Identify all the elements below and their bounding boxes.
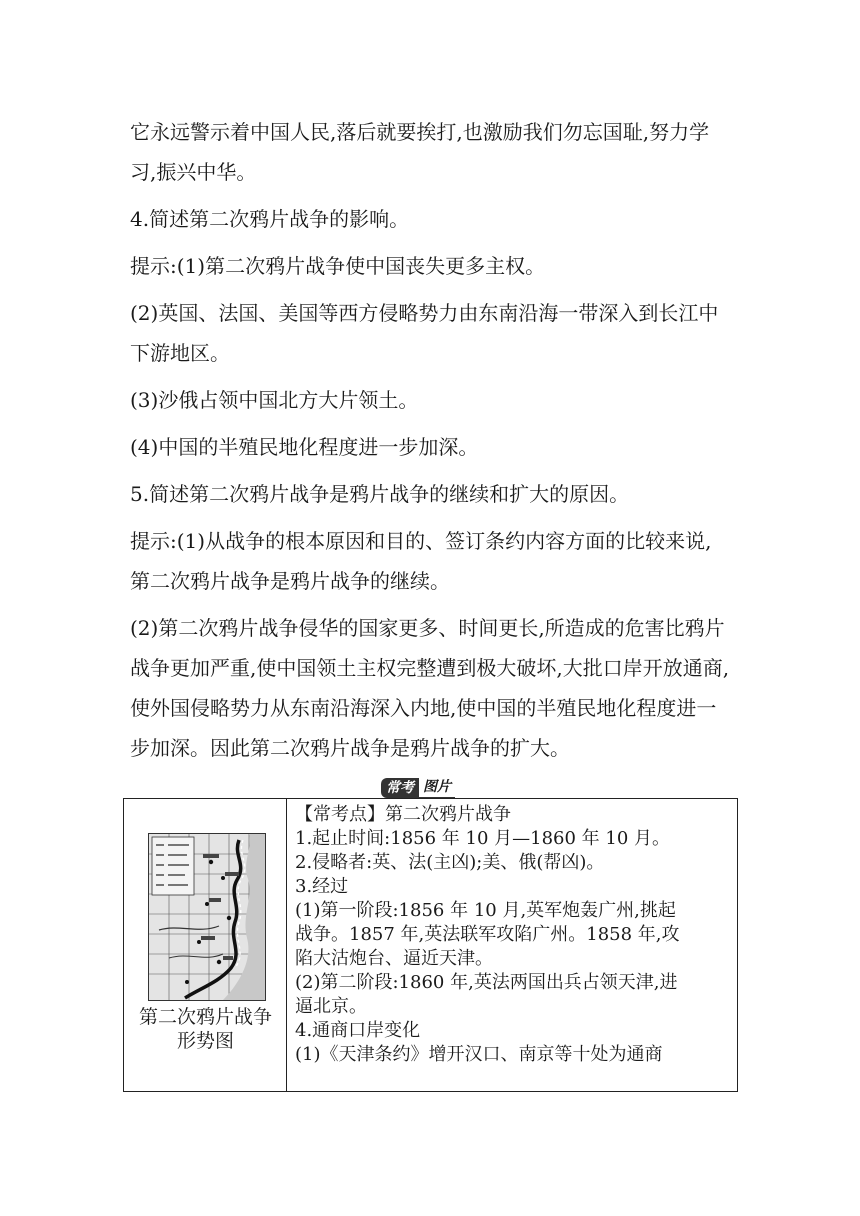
key-point-table [123,798,738,1092]
question-4-hint-2: (2)英国、法国、美国等西方侵略势力由东南沿海一带深入到长江中下游地区。 [130,301,719,365]
key-point-item-3: 3.经过 [295,876,349,897]
question-4: 4.简述第二次鸦片战争的影响。 [130,207,410,231]
key-point-title: 【常考点】第二次鸦片战争 [295,804,511,825]
badge-main-label: 常考 [381,778,419,798]
key-point-cell [287,799,737,1091]
figure-caption-line-2: 形势图 [176,1030,234,1052]
war-situation-map [148,833,266,1001]
question-4-hint-3: (3)沙俄占领中国北方大片领土。 [130,388,419,412]
map-illustration [149,834,265,1000]
key-point-item-3-1: (1)第一阶段:1856 年 10 月,英军炮轰广州,挑起 [295,900,676,921]
figure-caption [124,1005,287,1053]
key-point-item-3-2-end: 逼北京。 [295,996,367,1017]
body-text [130,112,730,775]
key-point-item-4-1: (1)《天津条约》增开汉口、南京等十处为通商 [295,1044,663,1065]
section-badge [381,778,455,798]
question-4-hint-1: 提示:(1)第二次鸦片战争使中国丧失更多主权。 [130,254,546,278]
question-5-hint-2: (2)第二次鸦片战争侵华的国家更多、时间更长,所造成的危害比鸦片战争更加严重,使中国领土主权完整遭到极大破坏,大批口岸开放通商,使外国侵略势力从东南沿海深入内地,使中国的半殖民地化程度进一步加深。因此第二次鸦片战争是鸦片战争的扩大。 [130,616,730,760]
question-4-hint-4: (4)中国的半殖民地化程度进一步加深。 [130,435,479,459]
key-point-item-4: 4.通商口岸变化 [295,1020,421,1041]
key-point-item-3-1-end: 陷大沽炮台、逼近天津。 [295,948,493,969]
figure-caption-line-1: 第二次鸦片战争 [138,1006,272,1028]
key-point-item-3-2: (2)第二阶段:1860 年,英法两国出兵占领天津,进 [295,972,678,993]
key-point-item-1: 1.起止时间:1856 年 10 月—1860 年 10 月。 [295,828,670,849]
paragraph-conclusion: 它永远警示着中国人民,落后就要挨打,也激励我们勿忘国耻,努力学习,振兴中华。 [130,120,710,184]
question-5: 5.简述第二次鸦片战争是鸦片战争的继续和扩大的原因。 [130,482,630,506]
key-point-item-2: 2.侵略者:英、法(主凶);美、俄(帮凶)。 [295,852,605,873]
figure-cell [124,799,287,1091]
key-point-item-3-1-cont: 战争。1857 年,英法联军攻陷广州。1858 年,攻 [295,924,680,945]
badge-sub-label: 图片 [419,777,455,799]
question-5-hint-1: 提示:(1)从战争的根本原因和目的、签订条约内容方面的比较来说,第二次鸦片战争是鸦片战争的继续。 [130,529,712,593]
